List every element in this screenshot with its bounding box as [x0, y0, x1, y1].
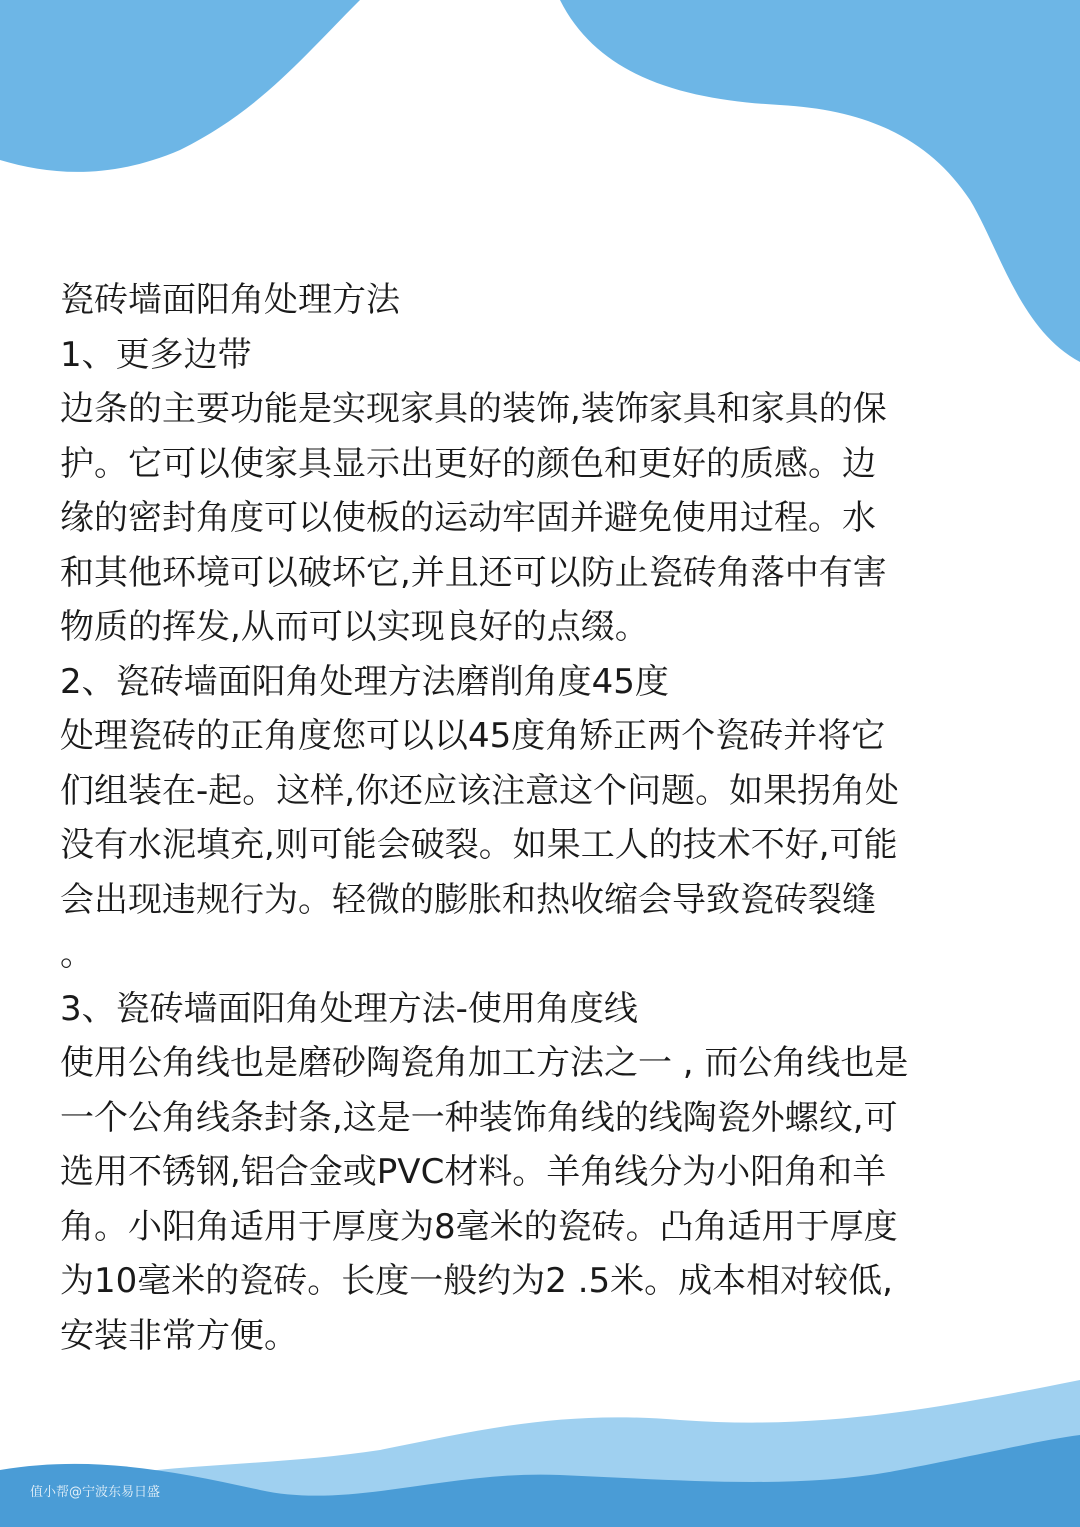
article-line: 2、瓷砖墙面阳角处理方法磨削角度45度 [60, 661, 669, 702]
article-line: 3、瓷砖墙面阳角处理方法-使用角度线 [60, 988, 638, 1029]
article-line: 缘的密封角度可以使板的运动牢固并避免使用过程。水 [60, 498, 876, 538]
article-line: 和其他环境可以破坏它,并且还可以防止瓷砖角落中有害 [60, 552, 887, 593]
article-line: 一个公角线条封条,这是一种装饰角线的线陶瓷外螺纹,可 [60, 1097, 898, 1138]
article-line: 处理瓷砖的正角度您可以以45度角矫正两个瓷砖并将它 [60, 716, 886, 756]
article-title: 瓷砖墙面阳角处理方法 [60, 280, 400, 320]
article-line: 会出现违规行为。轻微的膨胀和热收缩会导致瓷砖裂缝 [60, 879, 876, 920]
article-body [60, 273, 1020, 1363]
article-line: 没有水泥填充,则可能会破裂。如果工人的技术不好,可能 [60, 825, 898, 865]
article-line: 。 [60, 934, 94, 974]
article-line: 安装非常方便。 [60, 1315, 298, 1356]
article-line: 为10毫米的瓷砖。长度一般约为2 .5米。成本相对较低, [60, 1261, 893, 1301]
article-line: 护。它可以使家具显示出更好的颜色和更好的质感。边 [60, 443, 876, 484]
article-line: 边条的主要功能是实现家具的装饰,装饰家具和家具的保 [60, 389, 887, 429]
watermark: 值小帮@宁波东易日盛 [30, 1485, 161, 1500]
top-left-wave [0, 0, 360, 172]
article-line: 1、更多边带 [60, 334, 252, 375]
article-line: 们组装在-起。这样,你还应该注意这个问题。如果拐角处 [60, 770, 900, 811]
article-line: 选用不锈钢,铝合金或PVC材料。羊角线分为小阳角和羊 [60, 1152, 887, 1192]
article-line: 物质的挥发,从而可以实现良好的点缀。 [60, 607, 649, 647]
article-line: 角。小阳角适用于厚度为8毫米的瓷砖。凸角适用于厚度 [60, 1206, 898, 1247]
article-line: 使用公角线也是磨砂陶瓷角加工方法之一 , 而公角线也是 [60, 1043, 909, 1083]
